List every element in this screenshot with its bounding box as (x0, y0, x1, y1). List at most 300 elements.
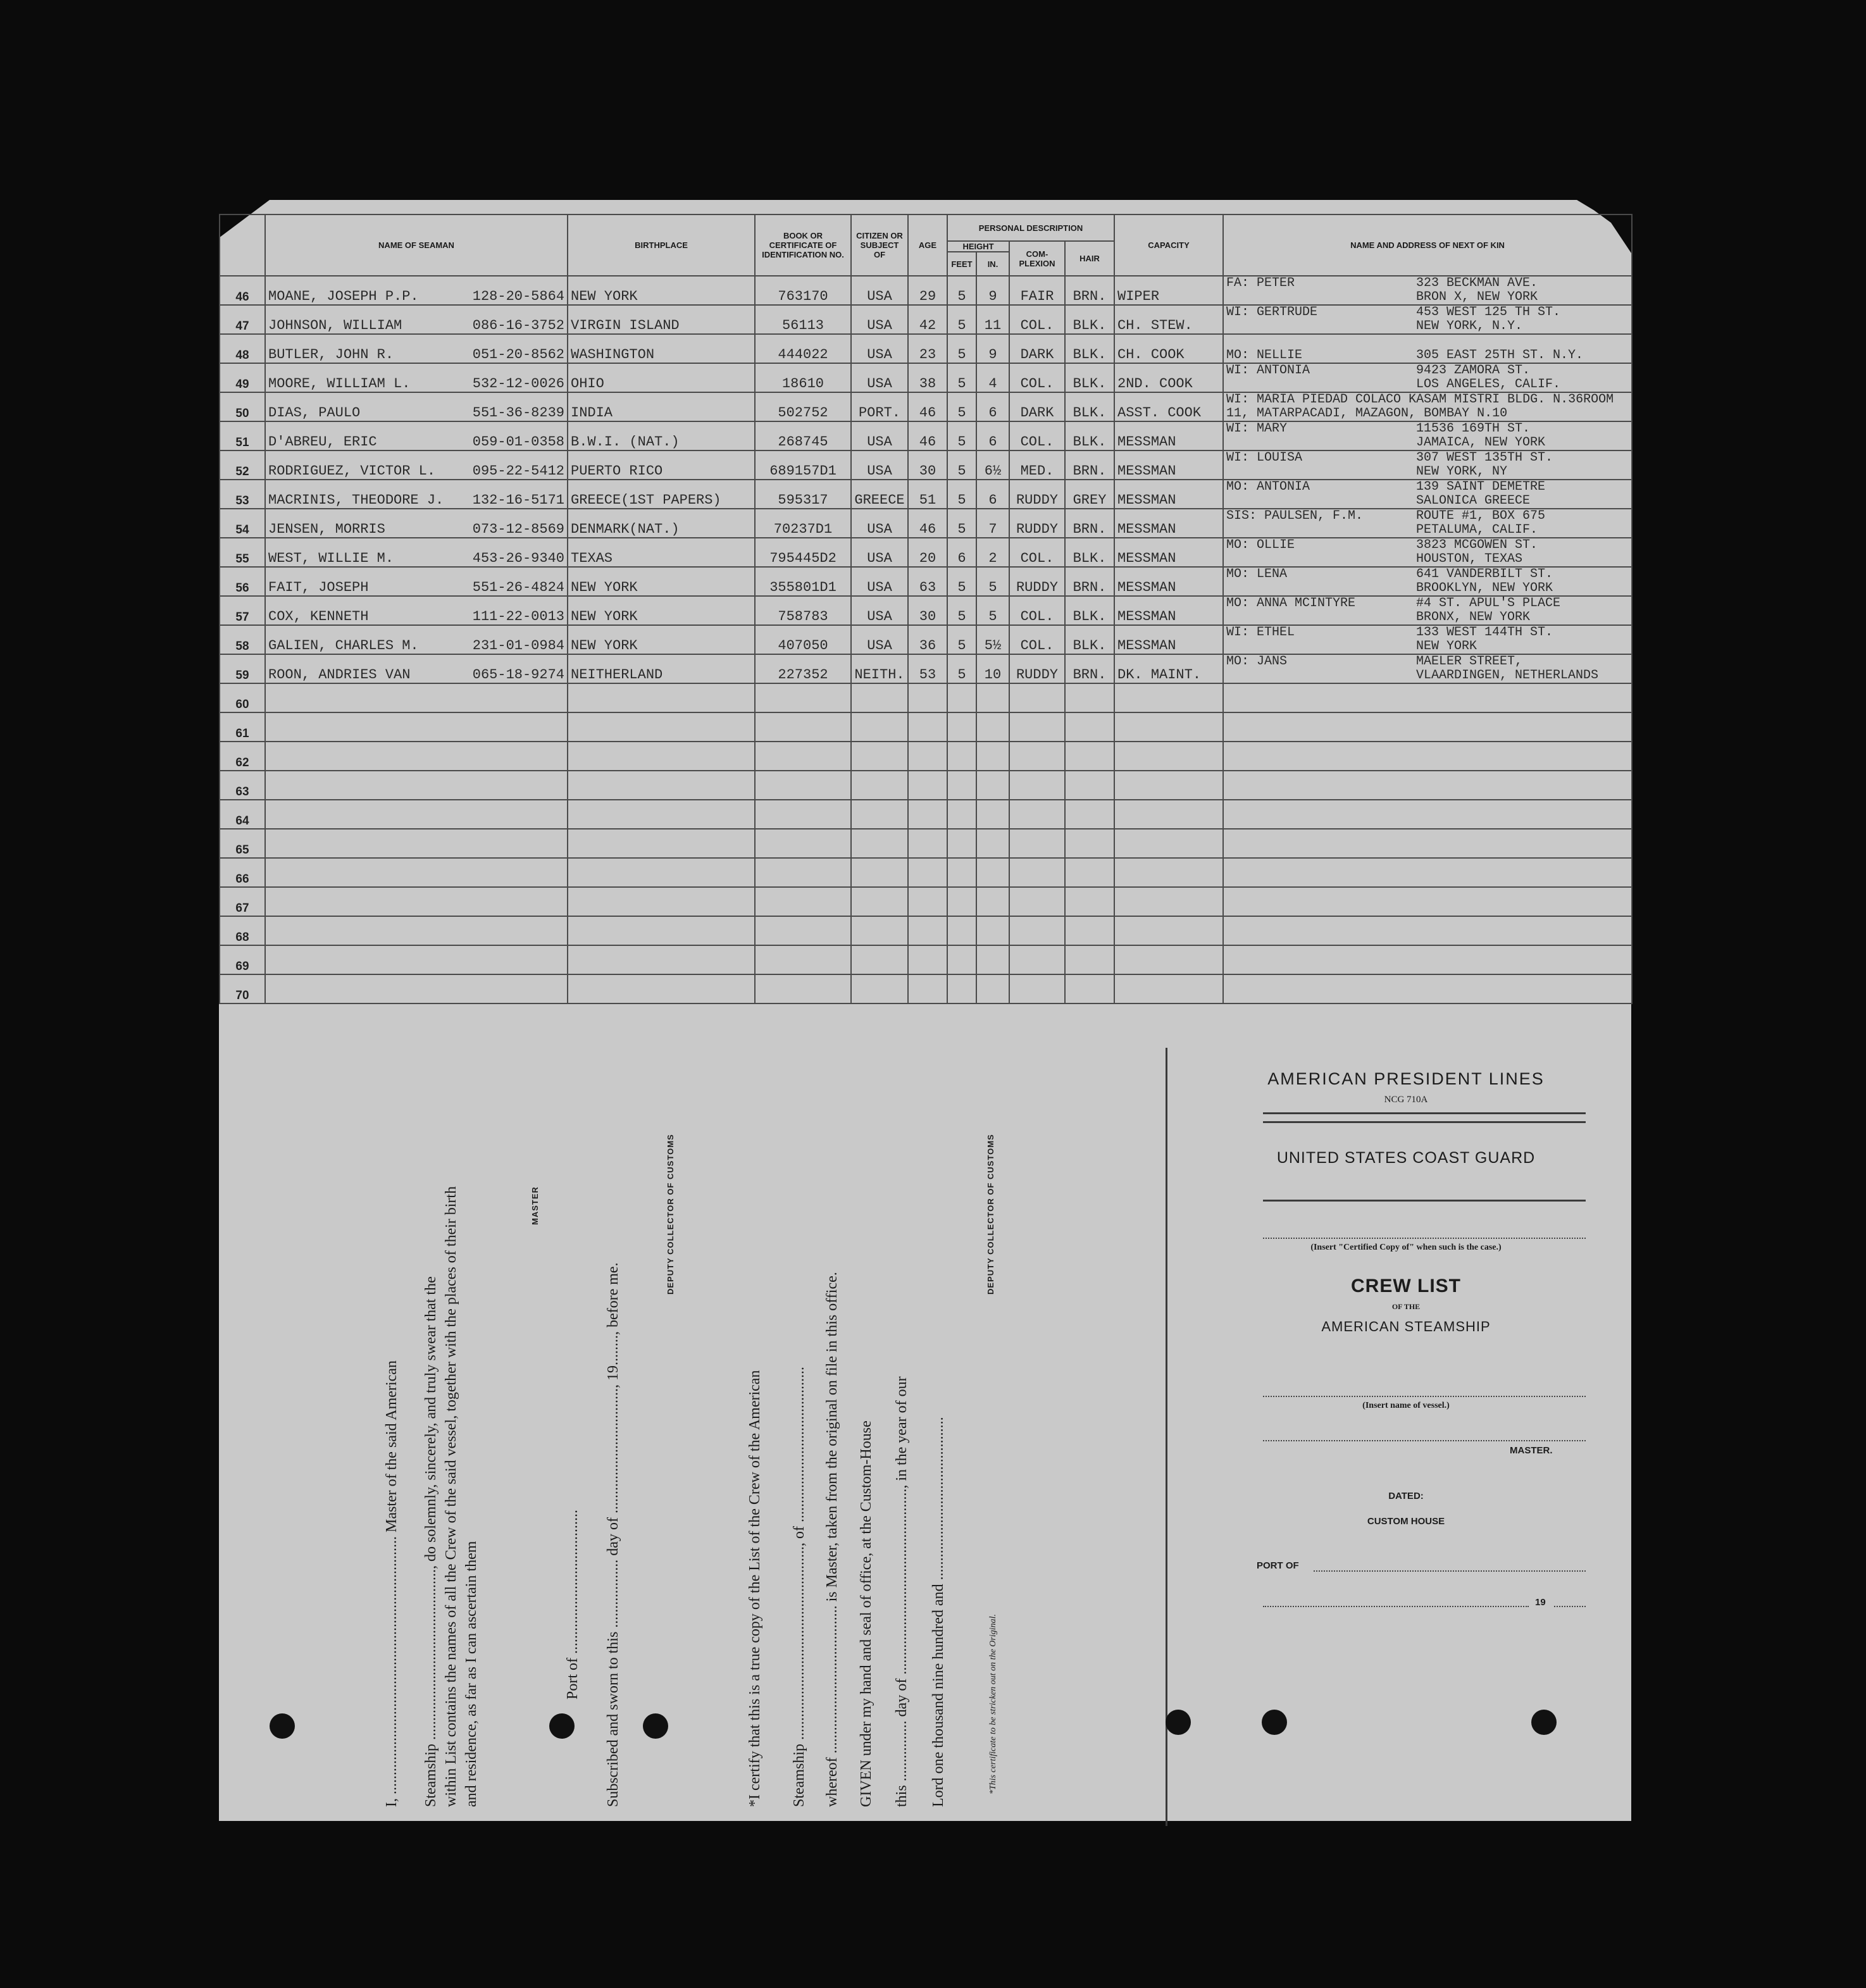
kin-relation: WI: ETHEL (1226, 625, 1295, 640)
oath-line-1: I, .................................................................... Master of the said American (383, 1360, 400, 1807)
table-row (220, 974, 1632, 1003)
birthplace: TEXAS (568, 538, 755, 567)
seaman-name: DIAS, PAULO (268, 405, 361, 421)
next-of-kin (1223, 421, 1632, 450)
row-number: 59 (220, 654, 265, 683)
seaman-name: COX, KENNETH (268, 609, 369, 624)
row-number: 57 (220, 596, 265, 625)
capacity (1114, 742, 1223, 771)
citizenship: USA (851, 421, 908, 450)
certificate-number: 763170 (755, 276, 851, 305)
kin-address-1: 453 WEST 125 TH ST. (1416, 305, 1561, 320)
next-of-kin (1223, 974, 1632, 1003)
kin-address-2: VLAARDINGEN, NETHERLANDS (1416, 668, 1599, 683)
table-row (220, 829, 1632, 858)
capacity: MESSMAN (1114, 509, 1223, 538)
height-feet: 5 (947, 276, 976, 305)
seaman-name-cell (265, 421, 568, 450)
kin-relation: WI: GERTRUDE (1226, 305, 1318, 320)
capacity: WIPER (1114, 276, 1223, 305)
certify-line-5: this ................ day of ................................................., in the year of our (893, 1376, 910, 1807)
hair: BLK. (1065, 625, 1114, 654)
kin-address-1: MAELER STREET, (1416, 654, 1523, 669)
row-number: 56 (220, 567, 265, 596)
height-inches: 2 (976, 538, 1009, 567)
kin-address-1: 139 SAINT DEMETRE (1416, 480, 1546, 494)
col-book-header: BOOK OR CERTIFICATE OF IDENTIFICATION NO. (755, 214, 851, 276)
height-feet (947, 974, 976, 1003)
citizenship: USA (851, 538, 908, 567)
age (908, 974, 947, 1003)
certify-line-3: whereof ....................................... is Master, taken from the original on file in this office. (824, 1272, 840, 1807)
kin-address-1: #4 ST. APUL'S PLACE (1416, 596, 1561, 611)
height-inches: 10 (976, 654, 1009, 683)
row-number: 61 (220, 712, 265, 742)
capacity: MESSMAN (1114, 596, 1223, 625)
seaman-name: MACRINIS, THEODORE J. (268, 492, 444, 508)
kin-relation: MO: JANS (1226, 654, 1288, 669)
kin-relation: WI: LOUISA (1226, 450, 1303, 465)
birthplace (568, 800, 755, 829)
birthplace: OHIO (568, 363, 755, 392)
row-number: 50 (220, 392, 265, 421)
table-row (220, 480, 1632, 509)
birthplace: VIRGIN ISLAND (568, 305, 755, 334)
certificate-number: 18610 (755, 363, 851, 392)
crew-table (219, 214, 1633, 1004)
capacity (1114, 916, 1223, 945)
citizenship (851, 858, 908, 887)
height-feet: 5 (947, 509, 976, 538)
citizenship: USA (851, 305, 908, 334)
next-of-kin (1223, 916, 1632, 945)
age: 46 (908, 421, 947, 450)
kin-address-2: NEW YORK, N.Y. (1416, 319, 1523, 333)
birthplace: NEW YORK (568, 625, 755, 654)
seaman-name: MOORE, WILLIAM L. (268, 376, 411, 392)
kin-relation: WI: MARIA PIEDAD COLACO KASAM MISTRI BLDG. N.36 (1226, 392, 1584, 407)
kin-address-2: HOUSTON, TEXAS (1416, 552, 1523, 566)
col-citizen-header: CITIZEN OR SUBJECT OF (851, 214, 908, 276)
certificate-number (755, 771, 851, 800)
age: 53 (908, 654, 947, 683)
capacity (1114, 887, 1223, 916)
kin-address-2: BRONX, NEW YORK (1416, 610, 1531, 624)
year-line (1554, 1606, 1586, 1607)
capacity (1114, 829, 1223, 858)
certificate-number (755, 858, 851, 887)
height-inches (976, 945, 1009, 974)
next-of-kin (1223, 305, 1632, 334)
hair: BLK. (1065, 305, 1114, 334)
seaman-name-cell (265, 858, 568, 887)
citizenship (851, 683, 908, 712)
subscribed-line: Subscribed and sworn to this .................. day of ................................., 19........, before me. (605, 1262, 621, 1807)
table-row (220, 305, 1632, 334)
height-feet (947, 887, 976, 916)
row-number: 67 (220, 887, 265, 916)
table-row (220, 450, 1632, 480)
capacity (1114, 858, 1223, 887)
crew-list-title: CREW LIST (1351, 1276, 1461, 1296)
table-row (220, 858, 1632, 887)
capacity (1114, 712, 1223, 742)
height-feet: 5 (947, 334, 976, 363)
hair (1065, 712, 1114, 742)
complexion: COL. (1009, 363, 1065, 392)
kin-address-1: ROOM 11, MATARPACADI, MAZAGON, BOMBAY N.10 (1226, 392, 1614, 421)
kin-relation: MO: ANNA MCINTYRE (1226, 596, 1356, 611)
age (908, 829, 947, 858)
table-row (220, 800, 1632, 829)
birthplace (568, 974, 755, 1003)
certified-copy-line (1263, 1238, 1586, 1239)
oath-line-3: within List contains the names of all the Crew of the said vessel, together with the places of their birth (443, 1186, 459, 1807)
kin-relation: FA: PETER (1226, 276, 1295, 290)
next-of-kin (1223, 683, 1632, 712)
hair (1065, 742, 1114, 771)
certify-line-4: GIVEN under my hand and seal of office, at the Custom-House (858, 1420, 874, 1807)
citizenship (851, 916, 908, 945)
seaman-name-cell (265, 887, 568, 916)
col-name-header: NAME OF SEAMAN (265, 214, 568, 276)
seaman-name: FAIT, JOSEPH (268, 580, 369, 595)
seaman-ssn: 132-16-5171 (472, 492, 564, 508)
certificate-number: 795445D2 (755, 538, 851, 567)
birthplace (568, 712, 755, 742)
height-inches: 4 (976, 363, 1009, 392)
table-row (220, 654, 1632, 683)
age: 63 (908, 567, 947, 596)
rule-2 (1263, 1121, 1586, 1123)
birthplace: GREECE(1ST PAPERS) (568, 480, 755, 509)
row-number: 68 (220, 916, 265, 945)
seaman-ssn: 551-36-8239 (472, 405, 564, 421)
citizenship: PORT. (851, 392, 908, 421)
birthplace (568, 742, 755, 771)
rule-3 (1263, 1200, 1586, 1202)
hair: BRN. (1065, 276, 1114, 305)
citizenship: USA (851, 625, 908, 654)
citizenship (851, 742, 908, 771)
rule-1 (1263, 1112, 1586, 1114)
next-of-kin (1223, 334, 1632, 363)
table-row (220, 887, 1632, 916)
table-row (220, 945, 1632, 974)
capacity: MESSMAN (1114, 450, 1223, 480)
citizenship (851, 712, 908, 742)
seaman-name-cell (265, 654, 568, 683)
height-inches (976, 712, 1009, 742)
hair (1065, 887, 1114, 916)
birthplace: WASHINGTON (568, 334, 755, 363)
birthplace: NEITHERLAND (568, 654, 755, 683)
certificate-number (755, 974, 851, 1003)
complexion (1009, 829, 1065, 858)
seaman-ssn: 453-26-9340 (472, 550, 564, 566)
port-of-line-cover (1314, 1570, 1586, 1572)
seaman-name-cell (265, 363, 568, 392)
kin-address-2: SALONICA GREECE (1416, 494, 1531, 508)
citizenship: USA (851, 334, 908, 363)
certify-line-2: Steamship ..................................................., of ......................................... (791, 1367, 807, 1807)
feet-header: FEET (947, 252, 976, 276)
row-number: 54 (220, 509, 265, 538)
next-of-kin (1223, 480, 1632, 509)
table-row (220, 625, 1632, 654)
certificate-number (755, 887, 851, 916)
next-of-kin (1223, 742, 1632, 771)
insert-vessel-note: (Insert name of vessel.) (1362, 1401, 1450, 1410)
certificate-number: 689157D1 (755, 450, 851, 480)
kin-address-1: 11536 169TH ST. (1416, 421, 1531, 436)
complexion (1009, 887, 1065, 916)
certificate-number: 268745 (755, 421, 851, 450)
height-feet: 5 (947, 654, 976, 683)
citizenship: USA (851, 363, 908, 392)
deputy-collector-label-2: DEPUTY COLLECTOR OF CUSTOMS (986, 1134, 995, 1295)
hair: BRN. (1065, 450, 1114, 480)
hair: BRN. (1065, 509, 1114, 538)
custom-house-label: CUSTOM HOUSE (1367, 1516, 1445, 1527)
citizenship: GREECE (851, 480, 908, 509)
seaman-name-cell (265, 450, 568, 480)
hair (1065, 829, 1114, 858)
next-of-kin (1223, 392, 1632, 421)
capacity: MESSMAN (1114, 567, 1223, 596)
kin-address-1: 133 WEST 144TH ST. (1416, 625, 1553, 640)
col-age-header: AGE (908, 214, 947, 276)
next-of-kin (1223, 800, 1632, 829)
age: 30 (908, 450, 947, 480)
complexion: RUDDY (1009, 567, 1065, 596)
capacity (1114, 771, 1223, 800)
height-feet: 5 (947, 392, 976, 421)
american-steamship-label: AMERICAN STEAMSHIP (1321, 1319, 1491, 1334)
capacity: CH. STEW. (1114, 305, 1223, 334)
citizenship (851, 800, 908, 829)
table-row (220, 509, 1632, 538)
birthplace: NEW YORK (568, 276, 755, 305)
height-inches: 9 (976, 276, 1009, 305)
citizenship: USA (851, 509, 908, 538)
age: 36 (908, 625, 947, 654)
birthplace (568, 887, 755, 916)
seaman-name-cell (265, 829, 568, 858)
certificate-number: 355801D1 (755, 567, 851, 596)
row-number: 62 (220, 742, 265, 771)
seaman-name: JENSEN, MORRIS (268, 521, 385, 537)
form-number: NCG 710A (1384, 1095, 1428, 1105)
row-number: 66 (220, 858, 265, 887)
age: 20 (908, 538, 947, 567)
birthplace: INDIA (568, 392, 755, 421)
certificate-section (219, 1041, 1631, 1821)
capacity: MESSMAN (1114, 421, 1223, 450)
table-row (220, 392, 1632, 421)
kin-address-1: 9423 ZAMORA ST. (1416, 363, 1531, 378)
insert-certified-note: (Insert "Certified Copy of" when such is the case.) (1310, 1243, 1502, 1252)
height-feet: 5 (947, 363, 976, 392)
citizenship: USA (851, 596, 908, 625)
port-of-line: Port of ...................................... (564, 1510, 581, 1699)
kin-address-1: 323 BECKMAN AVE. (1416, 276, 1538, 290)
row-number: 52 (220, 450, 265, 480)
complexion (1009, 916, 1065, 945)
age: 46 (908, 509, 947, 538)
certificate-number: 227352 (755, 654, 851, 683)
citizenship (851, 945, 908, 974)
complexion: DARK (1009, 334, 1065, 363)
age: 46 (908, 392, 947, 421)
hair (1065, 945, 1114, 974)
table-row (220, 596, 1632, 625)
birthplace (568, 916, 755, 945)
seaman-name: WEST, WILLIE M. (268, 550, 394, 566)
height-inches: 6 (976, 421, 1009, 450)
complexion (1009, 771, 1065, 800)
seaman-name-cell (265, 276, 568, 305)
master-name-line (1263, 1440, 1586, 1441)
table-row (220, 276, 1632, 305)
year-label: 19 (1535, 1597, 1546, 1608)
company-name: AMERICAN PRESIDENT LINES (1267, 1069, 1545, 1088)
kin-address-2: LOS ANGELES, CALIF. (1416, 377, 1561, 392)
crew-list-sheet (219, 200, 1631, 1821)
certificate-number: 595317 (755, 480, 851, 509)
complexion (1009, 974, 1065, 1003)
birthplace: PUERTO RICO (568, 450, 755, 480)
height-inches (976, 683, 1009, 712)
height-inches: 5 (976, 567, 1009, 596)
age: 29 (908, 276, 947, 305)
next-of-kin (1223, 887, 1632, 916)
certificate-number (755, 829, 851, 858)
height-feet (947, 712, 976, 742)
height-feet: 5 (947, 625, 976, 654)
inches-header: IN. (976, 252, 1009, 276)
complexion (1009, 800, 1065, 829)
row-number: 48 (220, 334, 265, 363)
next-of-kin (1223, 363, 1632, 392)
height-inches: 5 (976, 596, 1009, 625)
table-row (220, 712, 1632, 742)
height-feet: 6 (947, 538, 976, 567)
row-number: 60 (220, 683, 265, 712)
table-row (220, 538, 1632, 567)
height-feet (947, 683, 976, 712)
seaman-name-cell (265, 480, 568, 509)
complexion-header: COM-PLEXION (1009, 241, 1065, 276)
kin-address-1: ROUTE #1, BOX 675 (1416, 509, 1546, 523)
certificate-number: 758783 (755, 596, 851, 625)
age (908, 945, 947, 974)
next-of-kin (1223, 771, 1632, 800)
capacity (1114, 974, 1223, 1003)
hair-header: HAIR (1065, 241, 1114, 276)
seaman-name-cell (265, 596, 568, 625)
capacity: MESSMAN (1114, 480, 1223, 509)
height-inches (976, 916, 1009, 945)
hair: BRN. (1065, 567, 1114, 596)
birthplace (568, 945, 755, 974)
hair (1065, 858, 1114, 887)
seaman-name-cell (265, 334, 568, 363)
seaman-name-cell (265, 509, 568, 538)
punch-hole-3 (643, 1713, 668, 1739)
punch-hole-6 (1531, 1710, 1557, 1735)
height-inches: 7 (976, 509, 1009, 538)
table-row (220, 742, 1632, 771)
oath-line-2: Steamship ............................................., do solemnly, sincerely, and truly swear that the (423, 1276, 439, 1807)
height-inches: 11 (976, 305, 1009, 334)
kin-address-2: BRON X, NEW YORK (1416, 290, 1538, 304)
next-of-kin (1223, 829, 1632, 858)
seaman-name: D'ABREU, ERIC (268, 434, 377, 450)
complexion: COL. (1009, 596, 1065, 625)
height-feet (947, 858, 976, 887)
hair (1065, 974, 1114, 1003)
seaman-name: ROON, ANDRIES VAN (268, 667, 411, 683)
hair: BLK. (1065, 363, 1114, 392)
certificate-number (755, 800, 851, 829)
capacity: MESSMAN (1114, 538, 1223, 567)
master-signature-label: MASTER (530, 1186, 540, 1225)
capacity: DK. MAINT. (1114, 654, 1223, 683)
citizenship (851, 771, 908, 800)
hair: BLK. (1065, 421, 1114, 450)
age (908, 742, 947, 771)
col-birthplace-header: BIRTHPLACE (568, 214, 755, 276)
birthplace: B.W.I. (NAT.) (568, 421, 755, 450)
kin-address-2: NEW YORK (1416, 639, 1477, 654)
complexion: COL. (1009, 538, 1065, 567)
table-row (220, 771, 1632, 800)
capacity: CH. COOK (1114, 334, 1223, 363)
birthplace (568, 829, 755, 858)
kin-relation: MO: NELLIE (1226, 348, 1303, 363)
row-number: 49 (220, 363, 265, 392)
seaman-ssn: 551-26-4824 (472, 580, 564, 595)
cover-panel (1181, 1041, 1631, 1801)
hair (1065, 916, 1114, 945)
complexion: RUDDY (1009, 509, 1065, 538)
seaman-name: MOANE, JOSEPH P.P. (268, 289, 419, 304)
height-feet (947, 916, 976, 945)
age (908, 683, 947, 712)
birthplace: NEW YORK (568, 567, 755, 596)
punch-hole-1 (270, 1713, 295, 1739)
kin-address-1: 3823 MCGOWEN ST. (1416, 538, 1538, 552)
birthplace: DENMARK(NAT.) (568, 509, 755, 538)
certificate-number (755, 712, 851, 742)
row-number: 47 (220, 305, 265, 334)
seaman-ssn: 073-12-8569 (472, 521, 564, 537)
certificate-number: 56113 (755, 305, 851, 334)
table-row (220, 363, 1632, 392)
age (908, 771, 947, 800)
seaman-ssn: 128-20-5864 (472, 289, 564, 304)
citizenship: NEITH. (851, 654, 908, 683)
seaman-name: JOHNSON, WILLIAM (268, 318, 402, 333)
kin-relation: WI: MARY (1226, 421, 1288, 436)
capacity (1114, 945, 1223, 974)
birthplace: NEW YORK (568, 596, 755, 625)
age: 23 (908, 334, 947, 363)
height-inches (976, 829, 1009, 858)
height-inches: 6½ (976, 450, 1009, 480)
seaman-ssn: 065-18-9274 (472, 667, 564, 683)
